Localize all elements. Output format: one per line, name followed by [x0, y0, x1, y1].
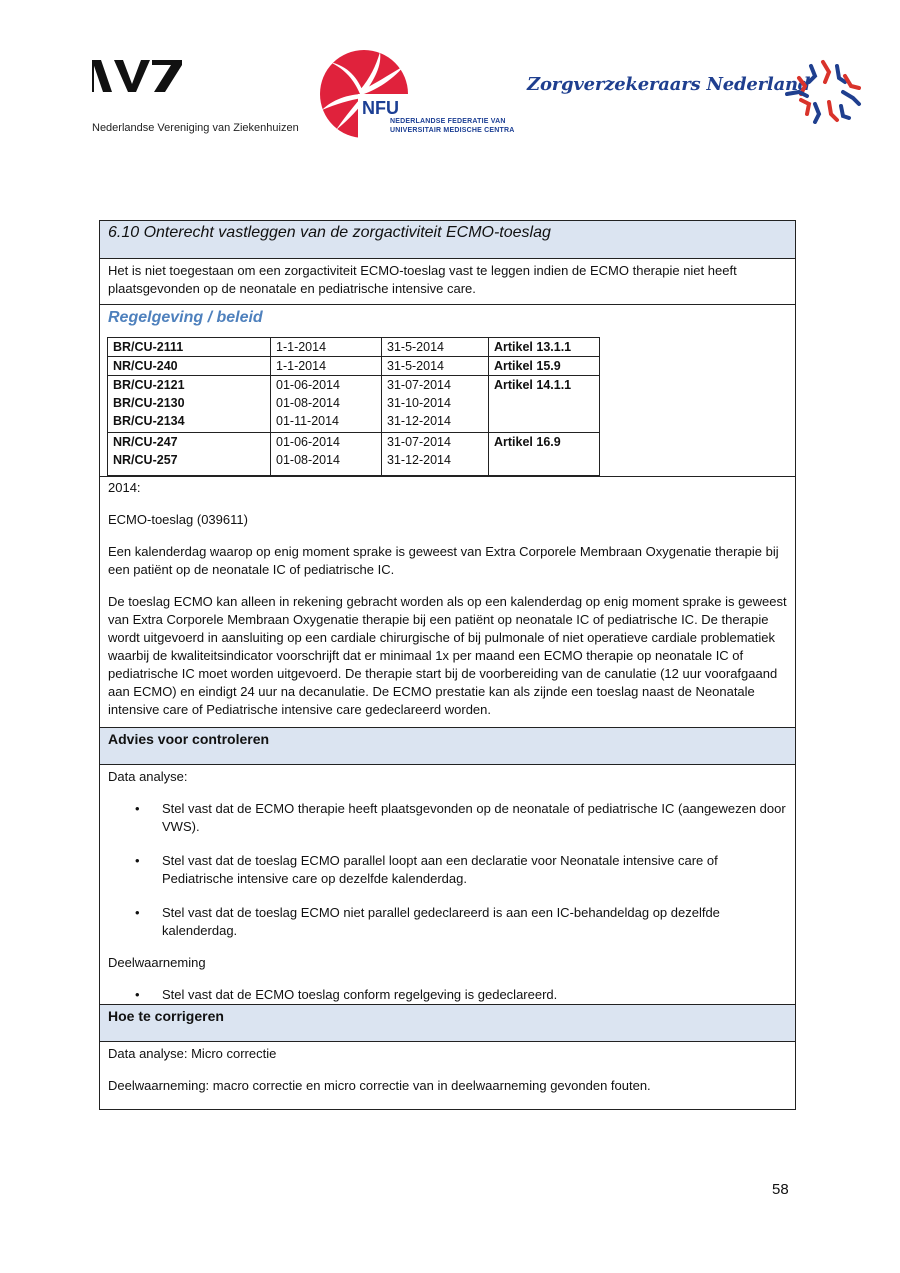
- nvz-logo-mark-icon: [92, 60, 182, 92]
- zorgverzekeraars-name: Zorgverzekeraars Nederland: [527, 74, 811, 95]
- regelgeving-text: [100, 476, 795, 727]
- nfu-abbreviation: NFU: [362, 98, 399, 118]
- data-analyse-label: Data analyse:: [108, 769, 188, 784]
- table-row: [108, 433, 600, 476]
- section-header: [100, 221, 795, 259]
- nfu-logo: [318, 48, 518, 140]
- reg-article: Artikel 14.1.1: [489, 376, 600, 433]
- zorgverzekeraars-logo: [527, 58, 867, 128]
- nvz-caption: Nederlandse Vereniging van Ziekenhuizen: [92, 122, 299, 134]
- dancing-figures-icon: [785, 58, 865, 124]
- reg-article: Artikel 16.9: [489, 433, 600, 476]
- table-row: [108, 357, 600, 376]
- bullet-icon: •: [135, 801, 140, 816]
- nfu-subtitle-line1: NEDERLANDSE FEDERATIE VAN: [390, 118, 506, 125]
- data-analyse-list: [108, 800, 787, 940]
- bullet-icon: •: [135, 853, 140, 868]
- nfu-subtitle-line2: UNIVERSITAIR MEDISCHE CENTRA: [390, 127, 515, 134]
- bullet-icon: •: [135, 987, 140, 1002]
- advies-header: [100, 727, 795, 765]
- table-row: [108, 376, 600, 433]
- section-intro: Het is niet toegestaan om een zorgactiviteit ECMO-toeslag vast te leggen indien de ECMO therapie niet heeft plaatsgevonden op de neonatale en pediatrische intensive care.: [100, 259, 795, 305]
- year-label: 2014:: [108, 480, 141, 495]
- corrigeren-body: [100, 1042, 795, 1109]
- corrigeren-line2: Deelwaarneming: macro correctie en micro correctie van in deelwaarneming gevonden fouten.: [108, 1078, 651, 1093]
- list-item: • Stel vast dat de toeslag ECMO niet parallel gedeclareerd is aan een IC-behandeldag op dezelfde kalenderdag.: [135, 905, 720, 938]
- corrigeren-line1: Data analyse: Micro correctie: [108, 1046, 277, 1061]
- reg-code: NR/CU-240: [108, 357, 271, 376]
- reg-end-date: 31-5-2014: [382, 357, 489, 376]
- reg-start-dates: 01-06-2014 01-08-2014 01-11-2014: [271, 376, 382, 433]
- regulations-table: [107, 337, 600, 476]
- reg-end-dates: 31-07-2014 31-12-2014: [382, 433, 489, 476]
- reg-end-date: 31-5-2014: [382, 338, 489, 357]
- regelgeving-title: Regelgeving / beleid: [108, 309, 263, 326]
- list-item: • Stel vast dat de ECMO toeslag conform regelgeving is gedeclareerd.: [135, 987, 558, 1002]
- section-title: 6.10 Onterecht vastleggen van de zorgactiviteit ECMO-toeslag: [108, 224, 551, 241]
- page-number: 58: [772, 1181, 789, 1198]
- reg-article: Artikel 15.9: [489, 357, 600, 376]
- explanation-paragraph: De toeslag ECMO kan alleen in rekening gebracht worden als op een kalenderdag op enig moment sprake is geweest van Extra Corporele Membraan Oxygenatie therapie bij een patiënt op neonatale IC of pediatrische IC. De therapie wordt uitgevoerd in aansluiting op een cardiale chirurgische of bij pulmonale of niet operatieve cardiale problematiek waarbij de kwaliteitsindicator voorschrijft dat er minimaal 1x per maand een ECMO therapie op neonatale IC of pediatrische IC moet worden uitgevoerd. De therapie start bij de voorbereiding van de canulatie (12 uur voorafgaand aan ECMO) en eindigt 24 uur na decanulatie. De ECMO prestatie kan als zijnde een toeslag naast de Neonatale intensive care of Pediatrische intensive care gedeclareerd worden.: [108, 594, 787, 717]
- definition-paragraph: Een kalenderdag waarop op enig moment sprake is geweest van Extra Corporele Membraan Oxygenatie therapie bij een patiënt op de neonatale IC of pediatrische IC.: [108, 544, 779, 577]
- list-item: • Stel vast dat de ECMO therapie heeft plaatsgevonden op de neonatale of pediatrische IC (aangewezen door VWS).: [135, 801, 786, 834]
- advies-body: [100, 765, 795, 1005]
- reg-article: Artikel 13.1.1: [489, 338, 600, 357]
- corrigeren-title: Hoe te corrigeren: [108, 1008, 224, 1024]
- section-box: [99, 220, 796, 1110]
- reg-start-date: 1-1-2014: [271, 357, 382, 376]
- reg-start-dates: 01-06-2014 01-08-2014: [271, 433, 382, 476]
- reg-codes: NR/CU-247 NR/CU-257: [108, 433, 271, 476]
- deelwaarneming-label: Deelwaarneming: [108, 955, 206, 970]
- advies-title: Advies voor controleren: [108, 731, 270, 747]
- corrigeren-header: [100, 1005, 795, 1042]
- tariff-label: ECMO-toeslag (039611): [108, 512, 248, 527]
- deelwaarneming-list: [108, 986, 787, 1004]
- bullet-icon: •: [135, 905, 140, 920]
- reg-code: BR/CU-2111: [108, 338, 271, 357]
- reg-codes: BR/CU-2121 BR/CU-2130 BR/CU-2134: [108, 376, 271, 433]
- regelgeving-block: [100, 305, 795, 727]
- list-item: • Stel vast dat de toeslag ECMO parallel loopt aan een declaratie voor Neonatale intensive care of Pediatrische intensive care op dezelfde kalenderdag.: [135, 853, 718, 886]
- reg-start-date: 1-1-2014: [271, 338, 382, 357]
- reg-end-dates: 31-07-2014 31-10-2014 31-12-2014: [382, 376, 489, 433]
- table-row: [108, 338, 600, 357]
